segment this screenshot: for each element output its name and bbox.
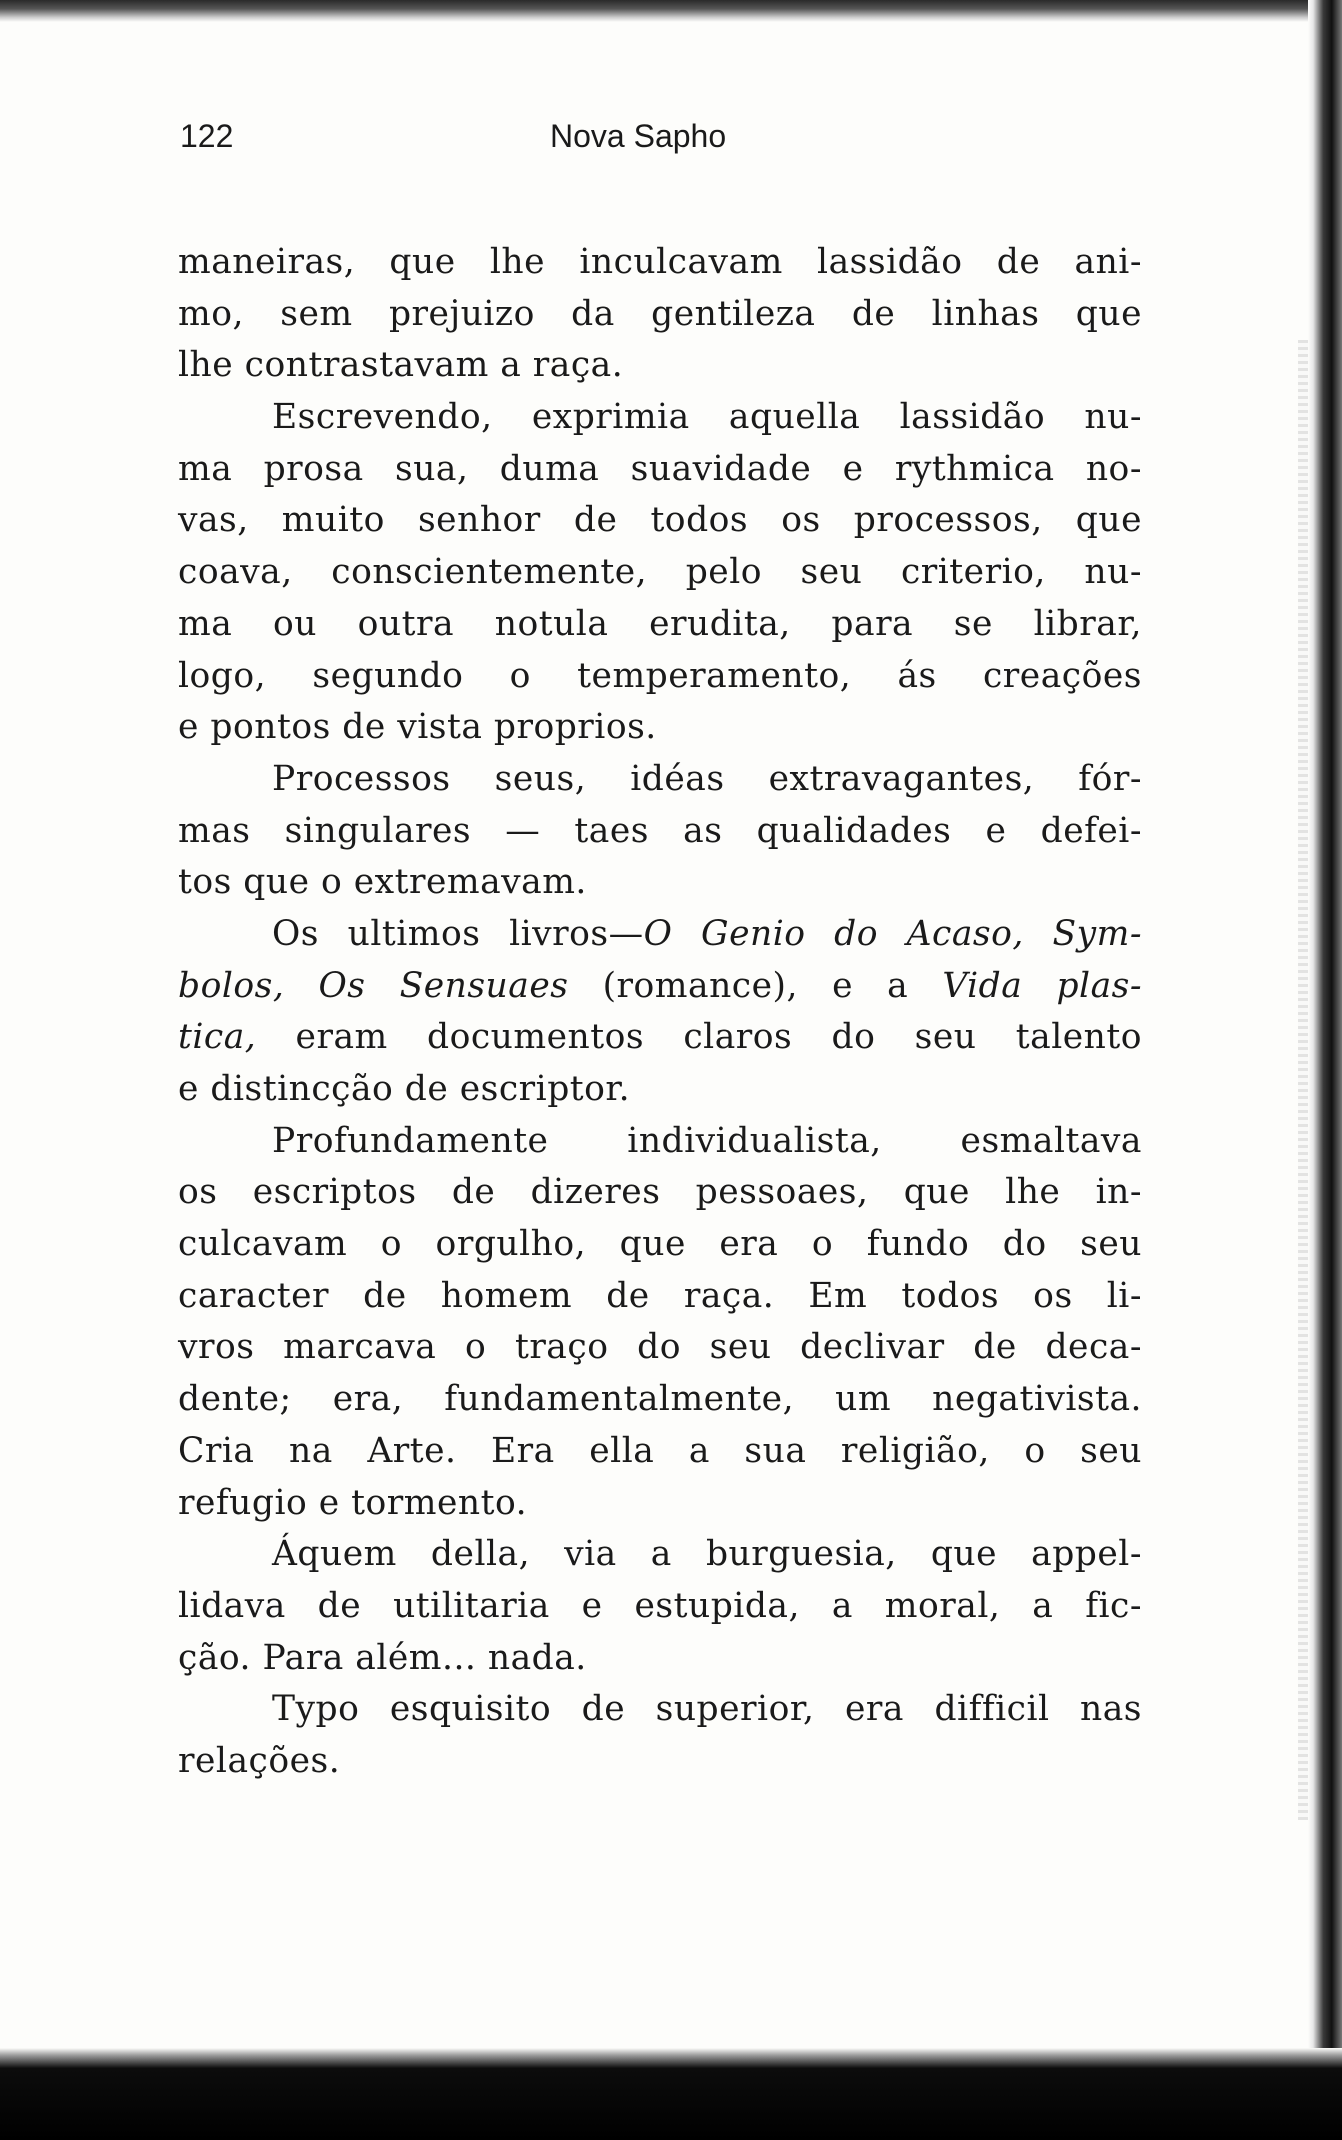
body-text	[178, 237, 1142, 1788]
text-run: (romance), e a	[568, 965, 943, 1006]
text-line	[178, 961, 1142, 1013]
text-line: logo, segundo o temperamento, ás creações	[178, 655, 1142, 696]
text-line: ção. Para além... nada.	[178, 1637, 587, 1678]
text-line: maneiras, que lhe inculcavam lassidão de ani-	[178, 242, 1142, 282]
text-run: Os ultimos livros—	[272, 913, 644, 954]
book-title-run: Vida plas-	[942, 965, 1142, 1006]
scan-gutter-shadow	[1298, 340, 1308, 1820]
text-line: caracter de homem de raça. Em todos os li-	[178, 1275, 1142, 1316]
text-line: vas, muito senhor de todos os processos, que	[178, 500, 1142, 541]
text-line	[178, 909, 1142, 961]
page-header	[180, 118, 1140, 168]
text-line: Cria na Arte. Era ella a sua religião, o seu	[178, 1430, 1142, 1471]
text-line	[178, 1012, 1142, 1064]
text-line: Profundamente individualista, esmaltava	[272, 1120, 1142, 1161]
text-line: dente; era, fundamentalmente, um negativista.	[178, 1379, 1142, 1420]
text-line: e pontos de vista proprios.	[178, 707, 657, 748]
scan-bottom-edge	[0, 2048, 1342, 2140]
text-line: Typo esquisito de superior, era difficil nas	[272, 1689, 1142, 1730]
running-title: Nova Sapho	[550, 118, 727, 154]
book-title-run: bolos, Os Sensuaes	[178, 965, 569, 1006]
text-line: Processos seus, idéas extravagantes, fór-	[272, 758, 1142, 799]
text-line: Áquem della, via a burguesia, que appel-	[272, 1534, 1142, 1575]
text-line: tos que o extremavam.	[178, 862, 587, 903]
text-line: refugio e tormento.	[178, 1482, 528, 1523]
scan-top-edge	[0, 0, 1342, 22]
text-line: vros marcava o traço do seu declivar de deca-	[178, 1327, 1142, 1368]
text-run: eram documentos claros do seu talento	[256, 1017, 1142, 1058]
scan-right-edge	[1308, 0, 1342, 2140]
text-line: mo, sem prejuizo da gentileza de linhas que	[178, 293, 1142, 334]
text-line: lhe contrastavam a raça.	[178, 345, 624, 386]
text-line: ma prosa sua, duma suavidade e rythmica no-	[178, 448, 1142, 489]
page-number: 122	[180, 118, 234, 154]
text-line: lidava de utilitaria e estupida, a moral, a fic-	[178, 1585, 1142, 1626]
book-title-run: tica,	[178, 1017, 257, 1058]
text-line: e distincção de escriptor.	[178, 1069, 631, 1109]
text-line: Escrevendo, exprimia aquella lassidão nu-	[272, 397, 1142, 438]
text-line: ma ou outra notula erudita, para se librar,	[178, 603, 1142, 644]
book-title-run: O Genio do Acaso, Sym-	[643, 913, 1142, 954]
text-line: mas singulares — taes as qualidades e defei-	[178, 810, 1142, 851]
text-line: culcavam o orgulho, que era o fundo do seu	[178, 1224, 1142, 1265]
text-line: relações.	[178, 1740, 341, 1781]
text-line: coava, conscientemente, pelo seu criterio, nu-	[178, 552, 1142, 593]
text-line: os escriptos de dizeres pessoaes, que lhe in-	[178, 1172, 1142, 1213]
